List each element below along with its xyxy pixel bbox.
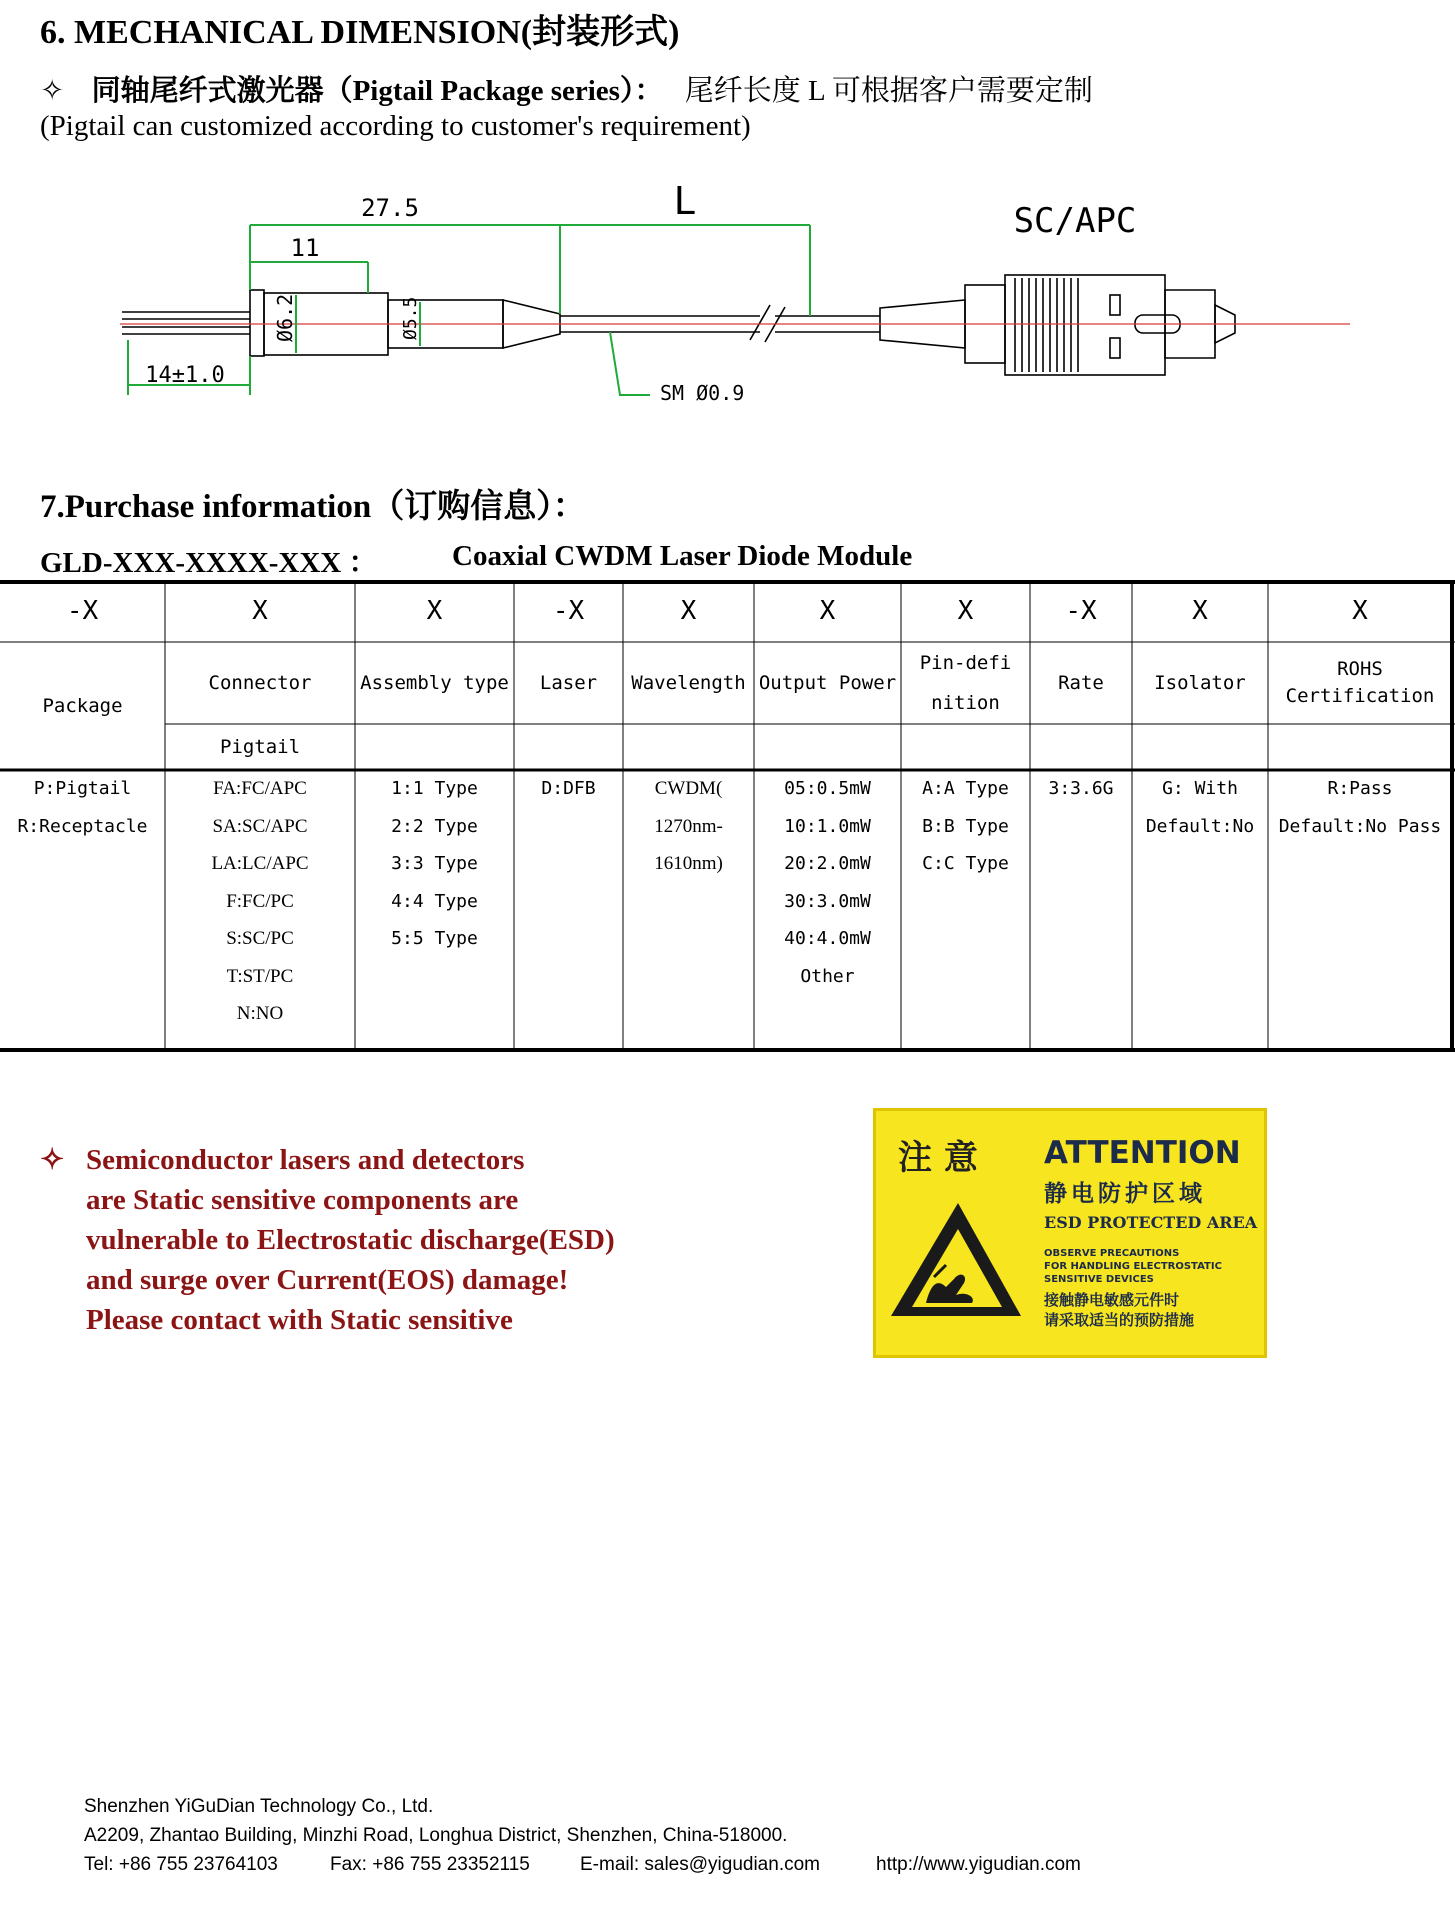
sign-observe3: SENSITIVE DEVICES [1044, 1274, 1154, 1285]
option-item: FA:FC/APC [213, 778, 307, 799]
header-connector: Connector [208, 671, 312, 694]
warning-line: Semiconductor lasers and detectors [86, 1144, 525, 1176]
dia-nose-label: Ø5.5 [400, 296, 421, 340]
code-connector: X [252, 596, 268, 627]
dim-length-label: L [673, 180, 697, 223]
dim-body-label: 11 [290, 234, 320, 262]
option-item: 30:3.0mW [784, 890, 871, 912]
footer [84, 1792, 1081, 1879]
option-item: 1610nm) [654, 853, 723, 874]
header-pin-line1: Pin-defi [919, 652, 1012, 674]
code-wavelength: X [680, 596, 697, 627]
footer-contact [84, 1850, 1081, 1879]
dim-lead-label: 14±1.0 [145, 363, 225, 388]
header-assembly: Assembly type [360, 671, 509, 694]
option-item: R:Receptacle [17, 815, 148, 837]
sign-area: ESD PROTECTED AREA [1044, 1213, 1258, 1232]
header-pin [901, 642, 1030, 724]
sign-cn-area: 静电防护区域 [1044, 1180, 1206, 1207]
column-power [754, 770, 901, 995]
bullet-icon: ✧ [40, 75, 65, 107]
warning-line: are Static sensitive components are [86, 1184, 519, 1216]
column-rohs [1268, 770, 1452, 845]
subtitle-note: 尾纤长度 L 可根据客户需要定制 [684, 75, 1093, 107]
code-rohs: X [1352, 596, 1368, 627]
header-connector-sub: Pigtail [219, 735, 301, 758]
dia-body-label: Ø6.2 [273, 293, 297, 342]
subtitle-en: (Pigtail can customized according to customer's requirement) [40, 110, 751, 142]
header-isolator: Isolator [1154, 671, 1246, 694]
option-item: Other [800, 965, 855, 987]
connector-label: SC/APC [1013, 201, 1137, 241]
option-item: R:Pass [1327, 778, 1393, 799]
option-item: 3:3.6G [1048, 778, 1114, 799]
header-pin-line2: nition [931, 692, 1000, 714]
column-package [0, 770, 165, 845]
header-rohs-line1: ROHS [1337, 658, 1383, 680]
mechanical-drawing [110, 180, 1360, 420]
flange [250, 290, 264, 356]
option-item: B:B Type [922, 815, 1009, 837]
model-line [40, 540, 913, 581]
esd-warning-icon [891, 1203, 1021, 1316]
esd-attention-sign [873, 1108, 1267, 1358]
option-item: T:ST/PC [226, 965, 294, 987]
column-laser [514, 770, 623, 808]
sign-cn-line2: 请采取适当的预防措施 [1044, 1311, 1195, 1329]
header-power: Output Power [758, 671, 897, 694]
option-item: 5:5 Type [391, 928, 478, 949]
column-wavelength [623, 770, 754, 883]
footer-tel: Tel: +86 755 23764103 [84, 1854, 278, 1875]
footer-email[interactable]: E-mail: sales@yigudian.com [580, 1854, 820, 1875]
option-item: 40:4.0mW [784, 928, 871, 949]
option-item: F:FC/PC [226, 890, 294, 912]
option-item: 2:2 Type [391, 815, 478, 837]
option-item: CWDM( [654, 778, 723, 799]
option-item: C:C Type [922, 853, 1009, 874]
subtitle-cn: 同轴尾纤式激光器（Pigtail Package series）： [91, 75, 664, 107]
option-item: SA:SC/APC [212, 815, 308, 837]
option-item: 4:4 Type [391, 890, 478, 912]
code-pin: X [957, 596, 974, 627]
footer-website-link[interactable]: http://www.yigudian.com [876, 1854, 1081, 1875]
column-isolator [1132, 770, 1268, 845]
sign-observe2: FOR HANDLING ELECTROSTATIC [1044, 1261, 1222, 1272]
sign-observe1: OBSERVE PRECAUTIONS [1044, 1248, 1180, 1259]
code-laser: -X [552, 596, 585, 627]
section6-title: 6. MECHANICAL DIMENSION(封装形式) [40, 14, 680, 51]
warning-line: vulnerable to Electrostatic discharge(ESD) [86, 1224, 615, 1256]
column-assembly [355, 770, 514, 958]
option-item: 1270nm- [654, 815, 723, 837]
code-power: X [819, 596, 836, 627]
bullet-icon: ✧ [40, 1144, 65, 1176]
option-item: 05:0.5mW [784, 778, 871, 799]
option-item: N:NO [236, 1003, 284, 1024]
header-rohs-line2: Certification [1285, 685, 1435, 707]
option-item: 1:1 Type [391, 778, 478, 799]
option-item: S:SC/PC [226, 928, 294, 949]
footer-address: A2209, Zhantao Building, Minzhi Road, Longhua District, Shenzhen, China-518000. [84, 1825, 788, 1846]
fiber-label: SM Ø0.9 [660, 381, 745, 405]
header-rate: Rate [1058, 671, 1104, 694]
model-code: GLD-XXX-XXXX-XXX ： [40, 547, 378, 579]
footer-company: Shenzhen YiGuDian Technology Co., Ltd. [84, 1796, 434, 1817]
code-isolator: X [1192, 596, 1208, 627]
option-item: Default:No [1145, 815, 1255, 837]
sign-title: ATTENTION [1044, 1135, 1241, 1171]
option-item: P:Pigtail [33, 778, 132, 799]
column-connector [165, 770, 355, 1033]
option-item: 3:3 Type [391, 853, 478, 874]
model-desc: Coaxial CWDM Laser Diode Module [452, 540, 913, 572]
option-item: 20:2.0mW [784, 853, 871, 874]
option-item: D:DFB [541, 778, 596, 799]
option-item: LA:LC/APC [211, 853, 309, 874]
header-package: Package [42, 694, 123, 717]
code-rate: -X [1065, 596, 1097, 627]
column-rate [1030, 770, 1132, 808]
header-rohs [1268, 642, 1452, 724]
section6-subtitle [40, 68, 1093, 109]
code-assembly: X [426, 596, 443, 627]
warning-line: Please contact with Static sensitive [86, 1304, 513, 1336]
option-item: 10:1.0mW [784, 815, 871, 837]
sign-cn-line1: 接触静电敏感元件时 [1044, 1291, 1180, 1309]
option-item: A:A Type [922, 778, 1009, 799]
warning-line: and surge over Current(EOS) damage! [86, 1264, 569, 1296]
header-wavelength: Wavelength [631, 671, 746, 694]
section7-title: 7.Purchase information（订购信息）： [40, 489, 586, 525]
option-item: Default:No Pass [1278, 815, 1442, 837]
option-item: G: With [1162, 778, 1238, 799]
fiber-leader [610, 332, 650, 395]
dim-total-label: 27.5 [361, 194, 419, 222]
column-pin [901, 770, 1030, 883]
sign-cn-title: 注 意 [898, 1138, 978, 1178]
footer-fax: Fax: +86 755 23352115 [330, 1854, 530, 1875]
header-laser: Laser [539, 671, 598, 694]
code-package: -X [66, 596, 99, 627]
